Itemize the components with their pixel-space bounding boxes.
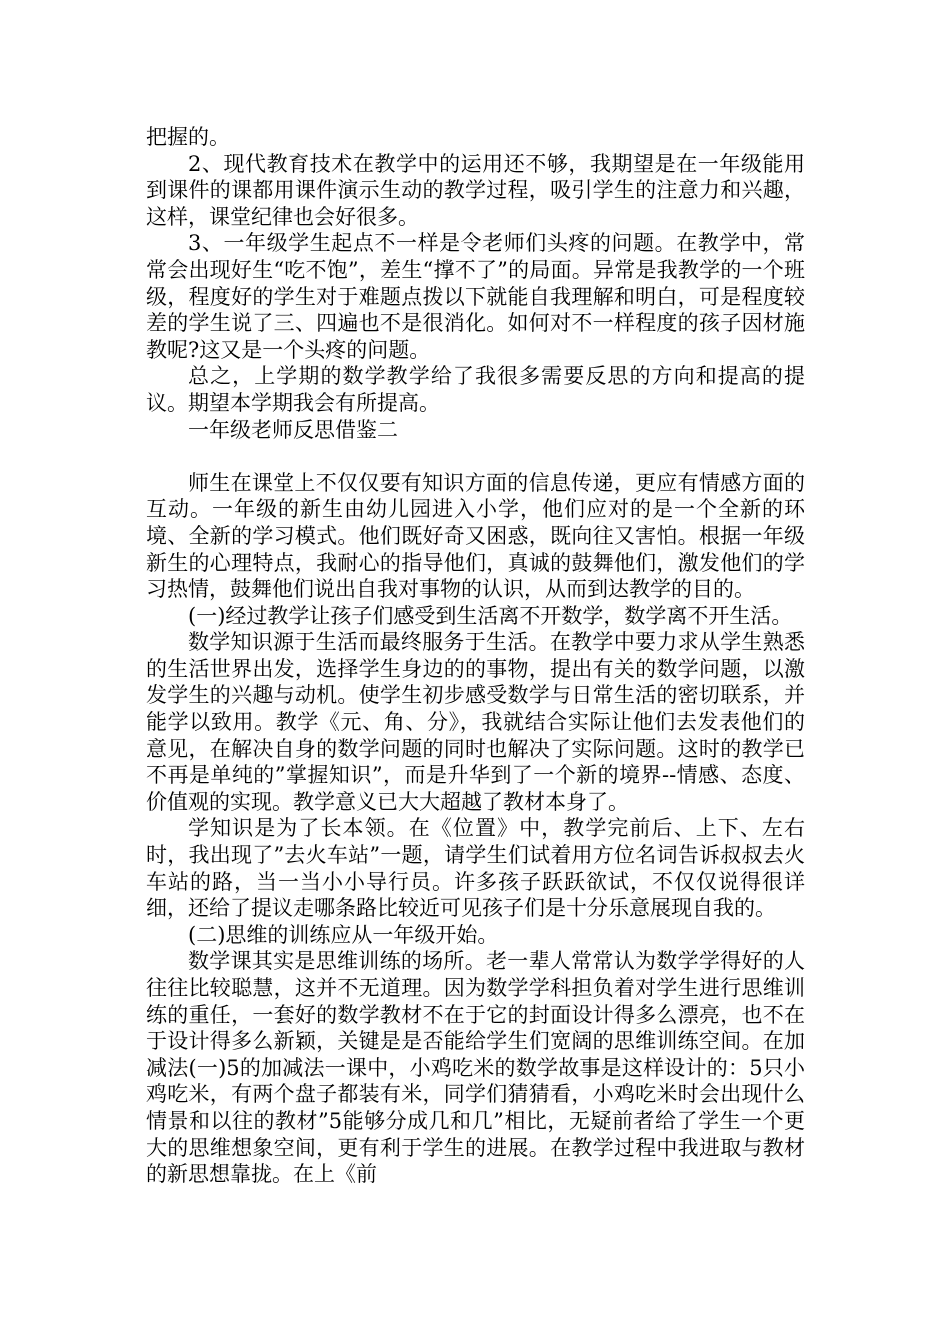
paragraph-point-3: 3、一年级学生起点不一样是令老师们头疼的问题。在教学中，常常会出现好生“吃不饱”，差生“撑不了”的局面。异常是我教学的一个班级，程度好的学生对于难题点拨以下就能自我理解和明白，可是程度较差的学生说了三、四遍也不是很消化。如何对不一样程度的孩子因材施教呢?这又是一个头疼的问题。 xyxy=(146,231,805,362)
paragraph-point-2: 2、现代教育技术在教学中的运用还不够，我期望是在一年级能用到课件的课都用课件演示生动的教学过程，吸引学生的注意力和兴趣，这样，课堂纪律也会好很多。 xyxy=(146,151,805,229)
paragraph-continuation: 把握的。 xyxy=(146,125,230,149)
blank-line xyxy=(146,443,805,470)
paragraph-intro: 师生在课堂上不仅仅要有知识方面的信息传递，更应有情感方面的互动。一年级的新生由幼儿园进入小学，他们应对的是一个全新的环境、全新的学习模式。他们既好奇又困惑，既向往又害怕。根据一年级新生的心理特点，我耐心的指导他们，真诚的鼓舞他们，激发他们的学习热情，鼓舞他们说出自我对事物的认识，从而到达教学的目的。 xyxy=(146,470,805,602)
subheading-two: (二)思维的训练应从一年级开始。 xyxy=(188,922,499,947)
paragraph-position: 学知识是为了长本领。在《位置》中，教学完前后、上下、左右时，我出现了”去火车站”一题，请学生们试着用方位名词告诉叔叔去火车站的路，当一当小小导行员。许多孩子跃跃欲试，不仅仅说得很详细，还给了提议走哪条路比较近可见孩子们是十分乐意展现自我的。 xyxy=(146,816,805,921)
paragraph-summary: 总之，上学期的数学教学给了我很多需要反思的方向和提高的提议。期望本学期我会有所提高。 xyxy=(146,364,805,415)
subheading-one: (一)经过教学让孩子们感受到生活离不开数学，数学离不开生活。 xyxy=(188,603,793,628)
paragraph-thinking: 数学课其实是思维训练的场所。老一辈人常常认为数学学得好的人往往比较聪慧，这并不无道理。因为数学学科担负着对学生进行思维训练的重任，一套好的数学教材不在于它的封面设计得多么漂亮，也不在于设计得多么新颖，关键是是否能给学生们宽阔的思维训练空间。在加减法(一)5的加减法一课中，小鸡吃米的数学故事是这样设计的：5只小鸡吃米，有两个盘子都装有米，同学们猜猜看，小鸡吃米时会出现什么情景和以往的教材”5能够分成几和几”相比，无疑前者给了学生一个更大的思维想象空间，更有利于学生的进展。在教学过程中我进取与教材的新思想靠拢。在上《前 xyxy=(146,949,805,1187)
paragraph-life-math: 数学知识源于生活而最终服务于生活。在教学中要力求从学生熟悉的生活世界出发，选择学生身边的的事物，提出有关的数学问题，以激发学生的兴趣与动机。使学生初步感受数学与日常生活的密切联系，并能学以致用。教学《元、角、分》，我就结合实际让他们去发表他们的意见，在解决自身的数学问题的同时也解决了实际问题。这时的教学已不再是单纯的”掌握知识”，而是升华到了一个新的境界--情感、态度、价值观的实现。教学意义已大大超越了教材本身了。 xyxy=(146,630,805,814)
section-heading: 一年级老师反思借鉴二 xyxy=(188,417,398,442)
